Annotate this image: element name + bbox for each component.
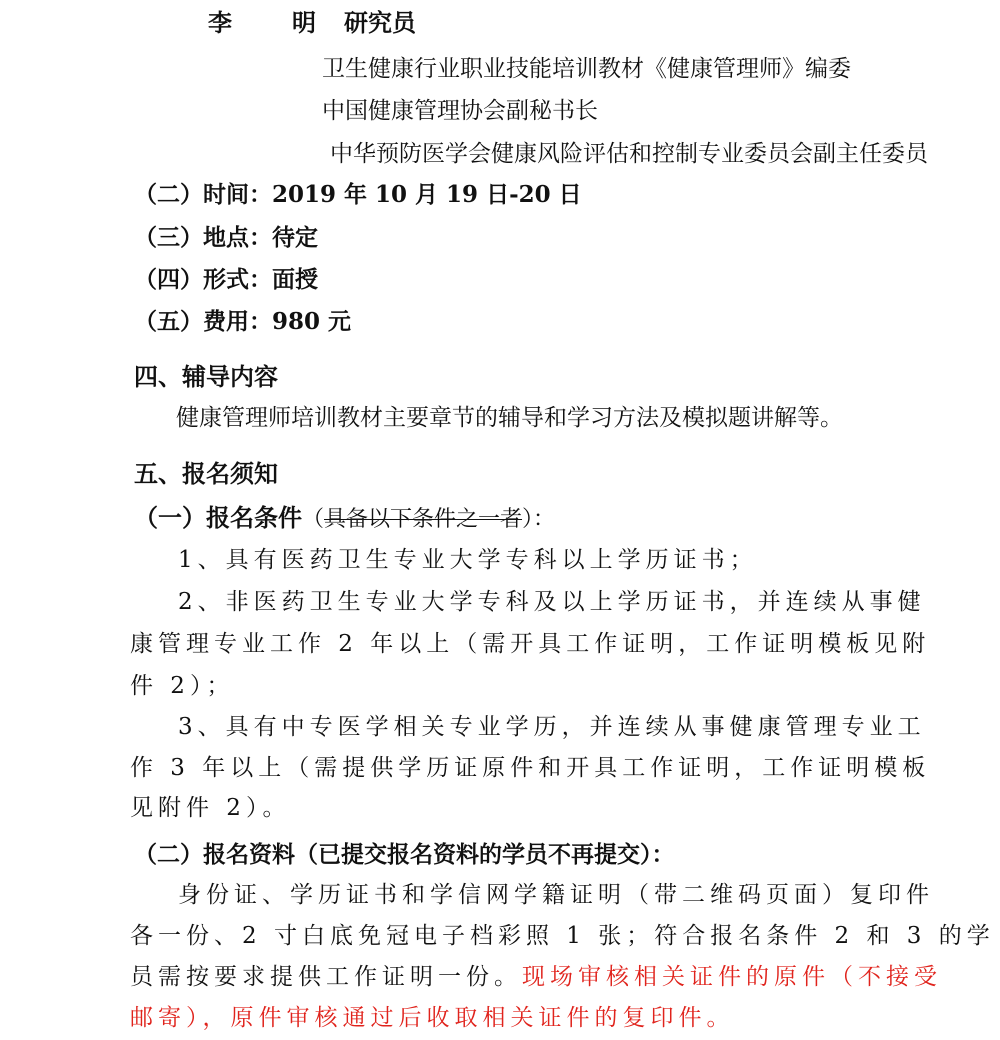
documents-line-3-red: 现场审核相关证件的原件（不接受 [522, 964, 942, 990]
speaker-name-part2: 明 [292, 9, 316, 37]
documents-line-4: 邮寄），原件审核通过后收取相关证件的复印件。 [130, 1005, 735, 1031]
speaker-title: 研究员 [344, 9, 416, 37]
condition-3-line-1: 3、具有中专医学相关专业学历，并连续从事健康管理专业工 [178, 714, 926, 740]
speaker-role-1: 卫生健康行业职业技能培训教材《健康管理师》编委 [322, 56, 851, 82]
schedule-fee: （五）费用：980 元 [134, 308, 352, 335]
conditions-paren-open: （ [302, 507, 325, 532]
section-5-heading: 五、报名须知 [134, 460, 278, 488]
conditions-heading [134, 503, 555, 535]
conditions-paren-close: ）： [522, 507, 556, 532]
section-4-heading: 四、辅导内容 [134, 363, 278, 391]
conditions-heading-label: （一）报名条件 [134, 504, 302, 532]
documents-heading: （二）报名资料（已提交报名资料的学员不再提交）： [134, 841, 675, 868]
documents-line-3 [130, 962, 942, 992]
speaker-role-3: 中华预防医学会健康风险评估和控制专业委员会副主任委员 [330, 141, 928, 167]
speaker-name-line [208, 8, 416, 38]
documents-line-2: 各一份、2 寸白底免冠电子档彩照 1 张；符合报名条件 2 和 3 的学 [130, 923, 995, 949]
condition-3-line-3: 见附件 2）。 [130, 795, 291, 821]
schedule-form: （四）形式：面授 [134, 266, 318, 293]
schedule-time: （二）时间：2019 年 10 月 19 日-20 日 [134, 181, 582, 208]
section-4-body: 健康管理师培训教材主要章节的辅导和学习方法及模拟题讲解等。 [176, 405, 843, 431]
conditions-paren-text: 具备以下条件之一者 [324, 507, 523, 532]
condition-2-line-3: 件 2）； [130, 673, 235, 699]
documents-line-1: 身份证、学历证书和学信网学籍证明（带二维码页面）复印件 [178, 882, 934, 908]
condition-2-line-1: 2、非医药卫生专业大学专科及以上学历证书，并连续从事健 [178, 589, 926, 615]
condition-2-line-2: 康管理专业工作 2 年以上（需开具工作证明，工作证明模板见附 [130, 631, 931, 657]
schedule-place: （三）地点：待定 [134, 224, 318, 251]
documents-line-3-black: 员需按要求提供工作证明一份。 [130, 964, 522, 990]
condition-3-line-2: 作 3 年以上（需提供学历证原件和开具工作证明，工作证明模板 [130, 755, 931, 781]
speaker-name-part1: 李 [208, 9, 232, 37]
condition-1: 1、具有医药卫生专业大学专科以上学历证书； [178, 547, 758, 573]
speaker-role-2: 中国健康管理协会副秘书长 [322, 98, 598, 124]
